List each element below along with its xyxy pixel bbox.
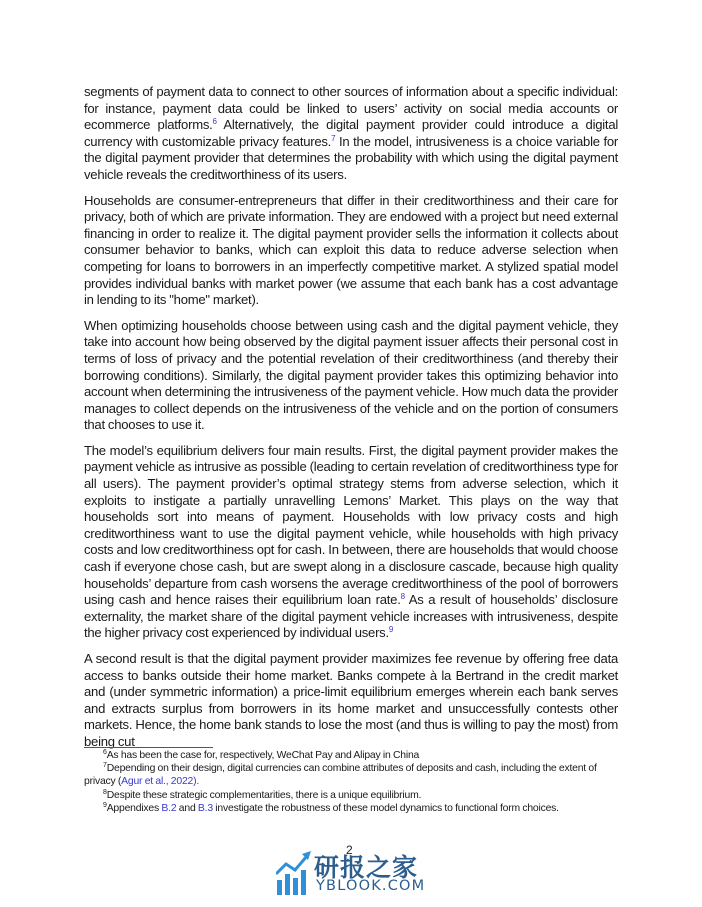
- watermark-chinese: 研报之家: [314, 853, 419, 882]
- footnote-text: Depending on their design, digital currencies can combine attributes of deposits and cash, including the extent of privacy (: [84, 763, 597, 788]
- footnote-marker: 6: [103, 749, 107, 756]
- footnote-6: [84, 749, 618, 762]
- footnote-8: [84, 789, 618, 802]
- paragraph: [84, 651, 618, 751]
- footnote-ref-link[interactable]: 7: [331, 133, 336, 143]
- paragraph-text: When optimizing households choose between using cash and the digital payment vehicle, they take into account how being observed by the digital payment issuer affects their personal cost in terms of loss of privacy and the potential revelation of their creditworthiness (and thereby their borrowing conditions). Similarly, the digital payment provider takes this optimizing behavior into account when determining the intrusiveness of the payment vehicle. How much data the provider manages to collect depends on the intrusiveness of the vehicle and on the portion of consumers that chooses to use it.: [84, 317, 618, 433]
- paragraph-text: Households are consumer-entrepreneurs that differ in their creditworthiness and their care for privacy, both of which are private information. They are endowed with a project but need external financing in order to realize it. The digital payment provider sells the information it collects about consumer behavior to banks, which can exploit this data to reduce adverse selection when competing for loans to borrowers in an imperfectly competitive market. A stylized spatial model provides individual banks with market power (we assume that each bank has a cost advantage in lending to its "home" market).: [84, 192, 618, 308]
- footnote-marker: 7: [103, 762, 107, 770]
- footnote-text: ).: [193, 776, 200, 788]
- paragraph: [84, 193, 618, 309]
- watermark-english: YBLOOK.COM: [316, 878, 426, 894]
- footnote-ref-link[interactable]: 8: [400, 592, 405, 602]
- footnote-marker: 8: [103, 788, 107, 796]
- citation-link[interactable]: Agur et al., 2022: [121, 776, 194, 788]
- footnote-ref-link[interactable]: 9: [388, 625, 394, 635]
- footnotes: [84, 749, 618, 815]
- body-text: [84, 84, 618, 760]
- footnote-7: [84, 762, 618, 788]
- footnote-text: Appendixes: [106, 802, 162, 814]
- paragraph-text: A second result is that the digital payment provider maximizes fee revenue by offering free data access to banks outside their home market. Banks compete à la Bertrand in the credit market and (under symmetric information) a price-limit equilibrium emerges wherein each bank serves and extracts surplus from borrowers in its home market and unsuccessfully contests other markets. Hence, the home bank stands to lose the most (and thus is willing to pay the most) from being cut: [84, 651, 618, 749]
- paragraph: [84, 84, 618, 184]
- footnote-marker: 9: [103, 801, 107, 809]
- paragraph-text: Alternatively, the digital payment provider could introduce a digital currency with customizable privacy features.: [84, 117, 619, 149]
- paragraph: [84, 443, 618, 642]
- paragraph: [84, 318, 618, 434]
- footnote-text: and: [176, 802, 198, 814]
- footnote-ref-link[interactable]: 6: [212, 117, 217, 127]
- paragraph-text: segments of payment data to connect to other sources of information about a specific individual: for instance, payment data could be linked to users’ activity on social media accounts or ecommerce platforms.: [84, 84, 618, 133]
- appendix-link-b2[interactable]: B.2: [161, 802, 177, 814]
- footnote-text: investigate the robustness of these model dynamics to functional form choices.: [212, 802, 559, 814]
- paragraph-text: In the model, intrusiveness is a choice variable for the digital payment provider that determines the probability with which using the digital payment vehicle reveals the creditworthiness of its users.: [84, 133, 618, 182]
- paragraph-text: The model’s equilibrium delivers four main results. First, the digital payment provider makes the payment vehicle as intrusive as possible (leading to certain revelation of creditworthiness type for all users). The payment provider’s optimal strategy stems from adverse selection, which it exploits to instigate a partially unravelling Lemons’ Market. This plays on the way that households sort into means of payment. Households with low privacy costs and high creditworthiness want to use the digital payment vehicle, while households with high privacy costs and low creditworthiness opt for cash. In between, there are households that would choose cash if everyone chose cash, but are swept along in a disclosure cascade, because high quality households’ departure from cash worsens the average creditworthiness of the pool of borrowers using cash and hence raises their equilibrium loan rate.: [84, 442, 618, 608]
- appendix-link-b3[interactable]: B.3: [197, 802, 213, 814]
- footnote-9: [84, 802, 618, 815]
- footnote-text: Despite these strategic complementarities, there is a unique equilibrium.: [106, 789, 422, 801]
- rising-bar-chart-icon: [276, 850, 312, 896]
- watermark-logo: [276, 846, 436, 898]
- footnote-text: As has been the case for, respectively, WeChat Pay and Alipay in China: [106, 750, 420, 761]
- footnote-rule: [84, 747, 213, 748]
- paragraph-text: As a result of households’ disclosure externality, the market share of the digital payment vehicle increases with intrusiveness, despite the higher privacy cost experienced by individual users.: [84, 592, 618, 641]
- page-number: 2: [346, 843, 353, 857]
